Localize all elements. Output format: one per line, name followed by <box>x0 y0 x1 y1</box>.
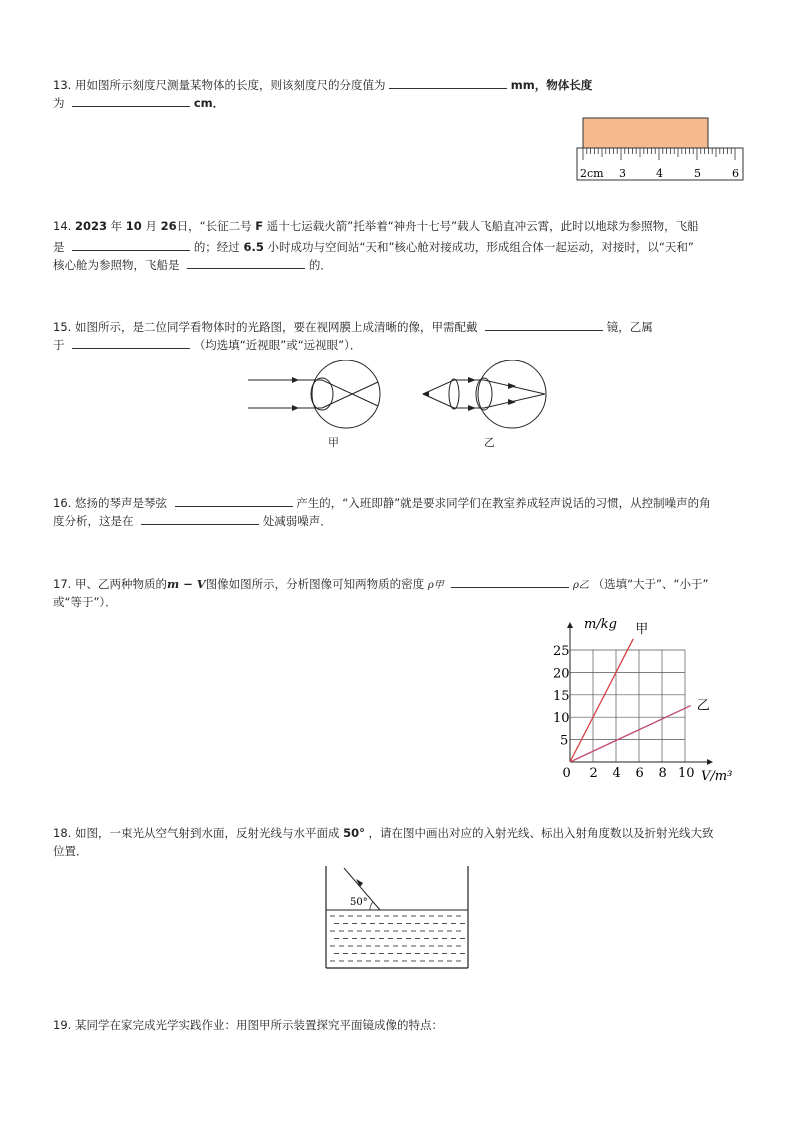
q13-text-2: 为 <box>53 96 65 110</box>
water-tank-figure <box>322 864 472 972</box>
x-tick-label: 0 <box>562 766 571 781</box>
caption-yi: 乙 <box>484 436 495 449</box>
q14-line1 <box>53 218 699 234</box>
q14-day: 26 <box>160 219 177 233</box>
q14-hours: 6.5 <box>243 240 264 254</box>
ruler-label-5: 5 <box>694 167 701 180</box>
q14-l2b: 的；经过 <box>193 240 240 254</box>
q14-l2c: 小时成功与空间站“天和”核心舱对接成功，形成组合体一起运动，对接时，以“天和” <box>267 240 694 254</box>
q15-blank-2[interactable] <box>72 336 190 349</box>
q17-mv: m − V <box>166 577 206 591</box>
ruler-figure <box>574 116 746 184</box>
q16-l2a: 度分析，这是在 <box>53 514 134 528</box>
x-tick-label: 2 <box>589 766 598 781</box>
measured-object <box>583 118 708 148</box>
q16-l1a: 16. 悠扬的琴声是琴弦 <box>53 496 167 510</box>
ruler-label-3: 3 <box>619 167 626 180</box>
water-hatching <box>330 916 465 961</box>
ruler-label-4: 4 <box>656 167 663 180</box>
series-line-0 <box>570 639 633 762</box>
q14-blank-1[interactable] <box>72 238 190 251</box>
x-tick-label: 10 <box>678 766 695 781</box>
q13-text: 13. 用如图所示刻度尺测量某物体的长度，则该刻度尺的分度值为 <box>53 78 386 92</box>
q14-t1: 年 <box>110 219 123 233</box>
q17-l1a: 17. 甲、乙两种物质的 <box>53 577 167 591</box>
q13-unit-mm: mm，物体长度 <box>510 78 593 92</box>
x-axis-arrow <box>707 759 713 765</box>
q15-l2b: （均选填“近视眼”或“远视眼”）． <box>193 338 362 352</box>
q15-l1b: 镜，乙属 <box>606 320 653 334</box>
q13-unit-cm: cm． <box>193 96 225 110</box>
q14-l2a: 是 <box>53 240 65 254</box>
series-line-1 <box>570 706 691 762</box>
q13-line1 <box>53 76 592 93</box>
q17-l2: 或“等于”）． <box>53 595 117 609</box>
q16-l2b: 处减弱噪声． <box>262 514 332 528</box>
y-tick-label: 20 <box>553 666 570 682</box>
y-axis-arrow <box>567 622 573 628</box>
q15-l1a: 15. 如图所示，是二位同学看物体时的光路图，要在视网膜上成清晰的像，甲需配戴 <box>53 320 478 334</box>
q19-line1 <box>53 1017 443 1033</box>
q14-l3a: 核心舱为参照物，飞船是 <box>53 258 180 272</box>
y-tick-label: 5 <box>560 733 569 749</box>
y-tick-label: 15 <box>553 688 570 704</box>
x-axis-label: V/m³ <box>701 769 733 784</box>
q16-line2 <box>53 512 332 529</box>
ruler-label-6: 6 <box>732 167 739 180</box>
q14-month: 10 <box>125 219 142 233</box>
mv-chart <box>540 612 750 788</box>
q15-blank-1[interactable] <box>485 318 603 331</box>
q13-blank-2[interactable] <box>72 94 190 107</box>
series-label-0: 甲 <box>635 621 649 637</box>
q14-l3b: 的． <box>308 258 332 272</box>
x-tick-label: 6 <box>635 766 644 781</box>
q17-line2 <box>53 594 117 610</box>
y-tick-label: 10 <box>553 711 570 727</box>
q15-line1 <box>53 318 653 335</box>
q16-blank-1[interactable] <box>175 494 293 507</box>
q18-line1 <box>53 825 714 841</box>
q16-l1b: 产生的，“入班即静”就是要求同学们在教室养成轻声说话的习惯，从控制噪声的角 <box>296 496 711 510</box>
q18-l2: 位置． <box>53 844 88 858</box>
eye-jia <box>248 360 380 428</box>
y-tick-label: 25 <box>553 644 570 659</box>
q18-line2 <box>53 843 88 859</box>
q18-l1b: ，请在图中画出对应的入射光线、标出入射角度数以及折射光线大致 <box>368 826 714 840</box>
q17-blank[interactable] <box>451 575 569 588</box>
q15-l2a: 于 <box>53 338 65 352</box>
series-label-1: 乙 <box>696 698 710 714</box>
q17-rho-yi: ρ乙 <box>573 580 589 591</box>
q14-year: 2023 <box>74 219 107 233</box>
x-tick-label: 4 <box>612 766 621 781</box>
q16-line1 <box>53 494 711 511</box>
q14-t2: 月 <box>145 219 157 233</box>
q16-blank-2[interactable] <box>141 512 259 525</box>
x-tick-label: 8 <box>658 766 667 781</box>
q14-f: F <box>255 219 264 233</box>
eye-yi <box>422 360 546 428</box>
y-axis-label: m/kg <box>584 617 617 632</box>
q13-line2 <box>53 94 224 111</box>
q14-line3 <box>53 256 332 273</box>
q18-l1a: 18. 如图，一束光从空气射到水面，反射光线与水平面成 <box>53 826 340 840</box>
angle-arc <box>370 902 373 910</box>
q17-l1b: 图像如图所示，分析图像可知两物质的密度 <box>205 577 425 591</box>
q14-t4: 遥十七运载火箭”托举着“神舟十七号”载人飞船直冲云霄，此时以地球为参照物，飞船 <box>266 219 699 233</box>
q13-blank-1[interactable] <box>389 76 507 89</box>
q17-line1 <box>53 575 708 594</box>
q14-line2 <box>53 238 694 255</box>
caption-jia: 甲 <box>328 436 339 449</box>
q17-l1c: （选填“大于”、“小于” <box>592 577 709 591</box>
q18-angle: 50° <box>343 826 365 840</box>
angle-label: 50° <box>350 897 368 908</box>
q14-number: 14. <box>53 219 72 233</box>
q17-rho-jia: ρ甲 <box>427 580 444 591</box>
q14-t3: 日，“长征二号 <box>176 219 252 233</box>
ruler-label-2cm: 2cm <box>580 167 604 180</box>
q19-l1: 19. 某同学在家完成光学实践作业：用图甲所示装置探究平面镜成像的特点： <box>53 1018 443 1032</box>
eye-diagrams <box>240 360 560 440</box>
q14-blank-2[interactable] <box>187 256 305 269</box>
q15-line2 <box>53 336 361 353</box>
